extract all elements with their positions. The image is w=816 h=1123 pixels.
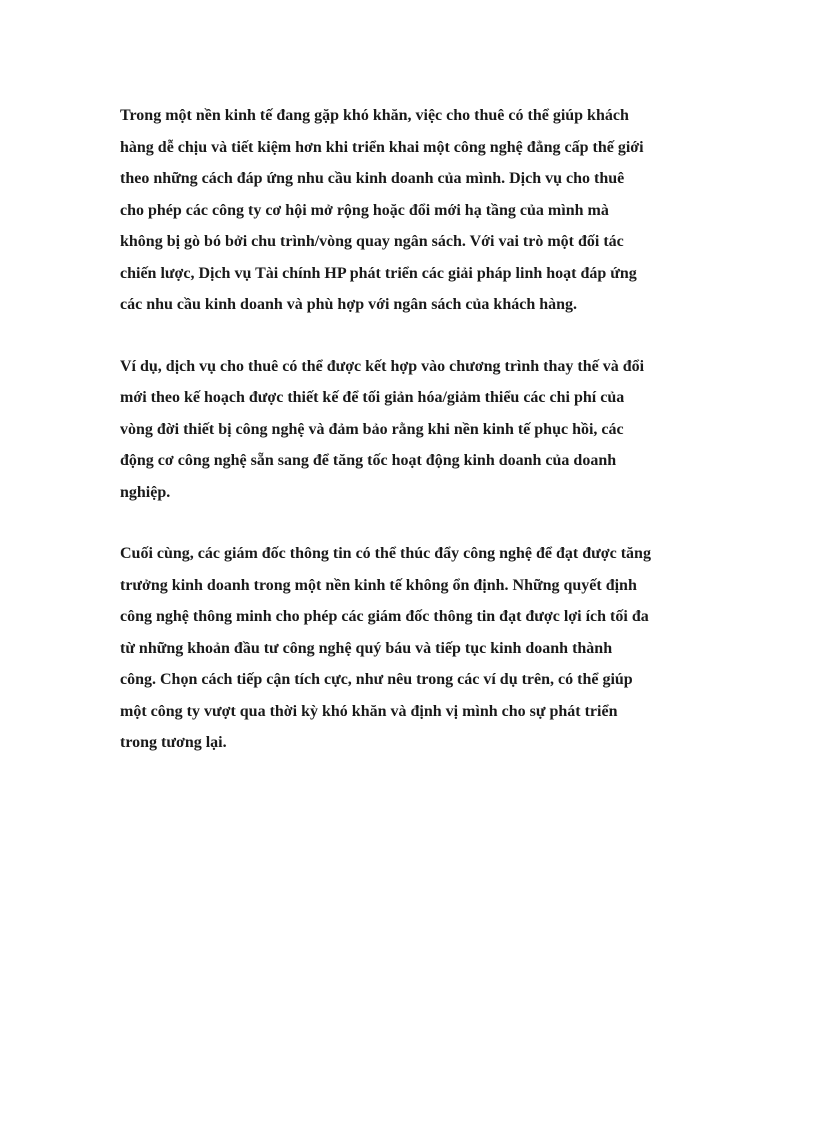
paragraph-line: Ví dụ, dịch vụ cho thuê có thể được kết hợp vào chương trình thay thế và đổi [120, 357, 645, 375]
paragraph-line: Trong một nền kinh tế đang gặp khó khăn, việc cho thuê có thể giúp khách [120, 107, 629, 124]
paragraph-line: Cuối cùng, các giám đốc thông tin có thể thúc đẩy công nghệ để đạt được tăng [120, 545, 651, 562]
paragraph-line: từ những khoản đầu tư công nghệ quý báu và tiếp tục kinh doanh thành [120, 639, 613, 657]
paragraph-line: công nghệ thông minh cho phép các giám đốc thông tin đạt được lợi ích tối đa [120, 608, 649, 625]
paragraph-line: cho phép các công ty cơ hội mở rộng hoặc đổi mới hạ tầng của mình mà [120, 201, 609, 219]
paragraph-line: trong tương lại. [120, 734, 227, 751]
paragraph-line: theo những cách đáp ứng nhu cầu kinh doanh của mình. Dịch vụ cho thuê [120, 170, 625, 187]
paragraph-3 [120, 538, 700, 759]
document-body [120, 100, 700, 789]
paragraph-1 [120, 100, 700, 321]
paragraph-line: không bị gò bó bởi chu trình/vòng quay ngân sách. Với vai trò một đối tác [120, 233, 624, 250]
paragraph-line: nghiệp. [120, 483, 171, 501]
paragraph-line: trưởng kinh doanh trong một nền kinh tế không ổn định. Những quyết định [120, 576, 637, 594]
paragraph-line: mới theo kế hoạch được thiết kế để tối giản hóa/giảm thiểu các chi phí của [120, 389, 625, 406]
paragraph-line: hàng dễ chịu và tiết kiệm hơn khi triển khai một công nghệ đẳng cấp thế giới [120, 138, 644, 156]
paragraph-line: động cơ công nghệ sẵn sang để tăng tốc hoạt động kinh doanh của doanh [120, 452, 617, 469]
paragraph-line: chiến lược, Dịch vụ Tài chính HP phát triển các giải pháp linh hoạt đáp ứng [120, 264, 637, 282]
paragraph-line: vòng đời thiết bị công nghệ và đảm bảo rằng khi nền kinh tế phục hồi, các [120, 420, 624, 438]
paragraph-2 [120, 351, 700, 509]
paragraph-line: công. Chọn cách tiếp cận tích cực, như nêu trong các ví dụ trên, có thể giúp [120, 671, 633, 688]
paragraph-line: một công ty vượt qua thời kỳ khó khăn và định vị mình cho sự phát triển [120, 702, 618, 720]
paragraph-line: các nhu cầu kinh doanh và phù hợp với ngân sách của khách hàng. [120, 296, 578, 313]
